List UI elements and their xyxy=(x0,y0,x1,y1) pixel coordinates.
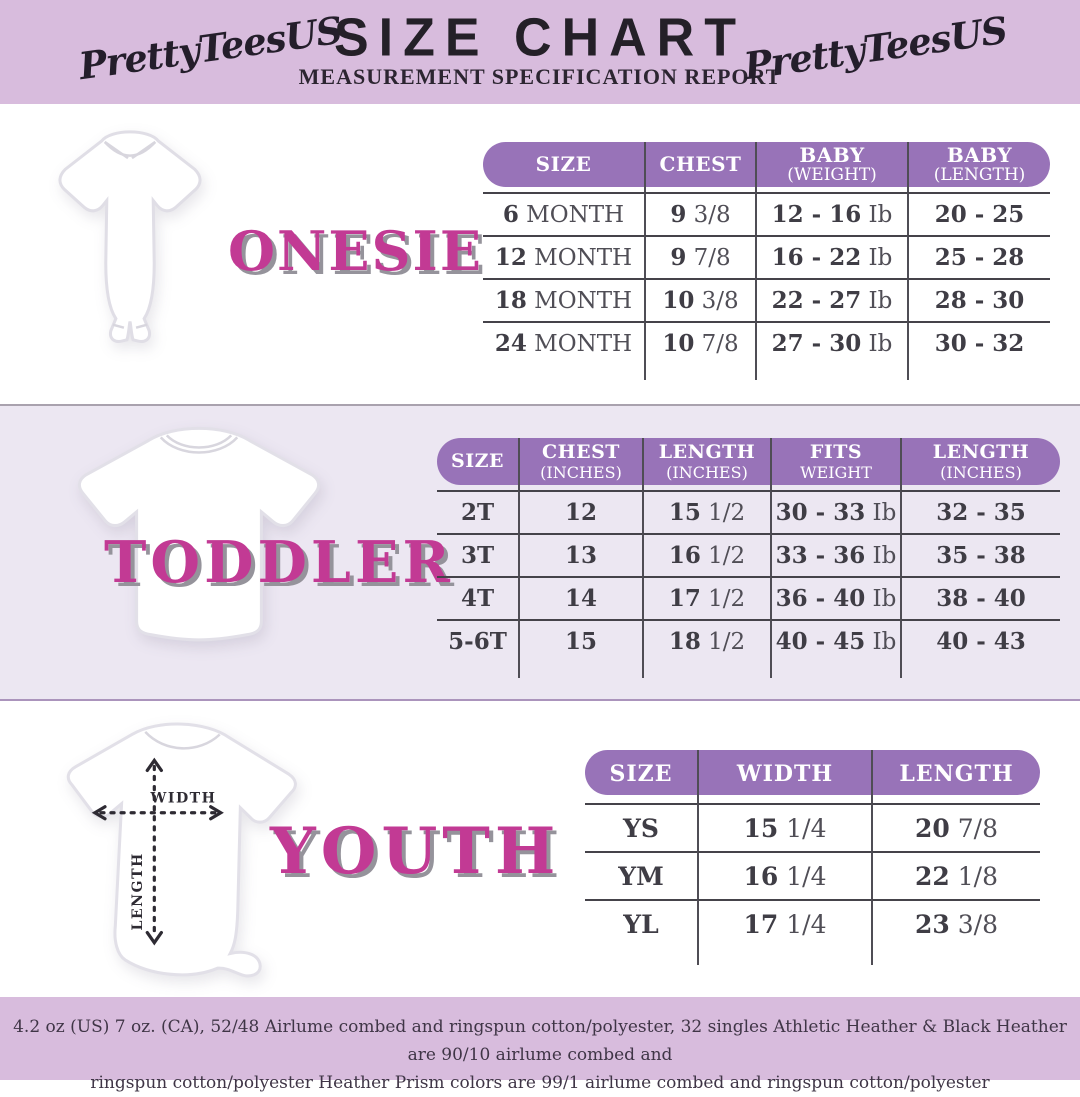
table-cell: 3T xyxy=(437,533,518,576)
table-cell: 35 - 38 xyxy=(900,533,1060,576)
baby-onesie-image xyxy=(24,116,236,388)
table-cell: 16 - 22 Ib xyxy=(755,235,907,278)
table-cell: 20 - 25 xyxy=(907,192,1050,235)
column-header: BABY (LENGTH) xyxy=(907,142,1050,192)
table-column-line xyxy=(437,662,518,678)
toddler-section-title: TODDLER xyxy=(104,529,454,596)
table-cell: 18 MONTH xyxy=(483,278,644,321)
table-cell: 30 - 33 Ib xyxy=(770,490,900,533)
width-measure-label: WIDTH xyxy=(150,790,217,807)
length-measure-label: LENGTH xyxy=(130,852,147,931)
column-header: LENGTH xyxy=(871,750,1040,803)
table-cell: 10 7/8 xyxy=(644,321,755,364)
table-column-line xyxy=(907,364,1050,380)
table-column-line xyxy=(871,947,1040,965)
column-header: BABY (WEIGHT) xyxy=(755,142,907,192)
table-cell: 12 xyxy=(518,490,642,533)
toddler-size-table xyxy=(437,438,1060,678)
table-cell: 15 xyxy=(518,619,642,662)
table-column-line xyxy=(900,662,1060,678)
table-cell: 16 1/4 xyxy=(697,851,871,899)
table-cell: 33 - 36 Ib xyxy=(770,533,900,576)
table-cell: 15 1/2 xyxy=(642,490,770,533)
onesie-section-title: ONESIE xyxy=(228,219,483,283)
table-cell: 17 1/4 xyxy=(697,899,871,947)
table-cell: 12 MONTH xyxy=(483,235,644,278)
table-cell: 38 - 40 xyxy=(900,576,1060,619)
column-header: LENGTH (INCHES) xyxy=(642,438,770,490)
table-cell: 22 1/8 xyxy=(871,851,1040,899)
fabric-info-line-2: ringspun cotton/polyester Heather Prism colors are 99/1 airlume combed and ringspun cotton/polyester xyxy=(90,1073,990,1093)
table-cell: 32 - 35 xyxy=(900,490,1060,533)
table-cell: 18 1/2 xyxy=(642,619,770,662)
table-cell: 5-6T xyxy=(437,619,518,662)
table-cell: YM xyxy=(585,851,697,899)
table-cell: 14 xyxy=(518,576,642,619)
table-cell: 22 - 27 Ib xyxy=(755,278,907,321)
page-title: SIZE CHART xyxy=(334,7,746,69)
table-cell: 9 3/8 xyxy=(644,192,755,235)
table-cell: 30 - 32 xyxy=(907,321,1050,364)
table-cell: 12 - 16 Ib xyxy=(755,192,907,235)
table-cell: 36 - 40 Ib xyxy=(770,576,900,619)
table-cell: 16 1/2 xyxy=(642,533,770,576)
column-header: FITS WEIGHT xyxy=(770,438,900,490)
table-column-line xyxy=(518,662,642,678)
table-cell: 27 - 30 Ib xyxy=(755,321,907,364)
youth-section-title: YOUTH xyxy=(270,814,561,889)
column-header: LENGTH (INCHES) xyxy=(900,438,1060,490)
column-header: WIDTH xyxy=(697,750,871,803)
table-cell: YL xyxy=(585,899,697,947)
column-header: CHEST xyxy=(644,142,755,192)
table-cell: 28 - 30 xyxy=(907,278,1050,321)
table-cell: 6 MONTH xyxy=(483,192,644,235)
fabric-info-text xyxy=(0,1013,1080,1097)
table-cell: 24 MONTH xyxy=(483,321,644,364)
column-header: SIZE xyxy=(535,152,592,176)
table-cell: 17 1/2 xyxy=(642,576,770,619)
brand-logo-right: PrettyTeesUS xyxy=(741,7,1010,89)
brand-logo-left: PrettyTeesUS xyxy=(76,7,345,89)
table-cell: YS xyxy=(585,803,697,851)
page-subtitle: MEASUREMENT SPECIFICATION REPORT xyxy=(298,64,782,89)
table-cell: 20 7/8 xyxy=(871,803,1040,851)
table-cell: 9 7/8 xyxy=(644,235,755,278)
column-header: SIZE xyxy=(609,760,673,787)
table-cell: 23 3/8 xyxy=(871,899,1040,947)
table-column-line xyxy=(755,364,907,380)
table-cell: 10 3/8 xyxy=(644,278,755,321)
table-column-line xyxy=(585,947,697,965)
column-header: CHEST (INCHES) xyxy=(518,438,642,490)
table-column-line xyxy=(697,947,871,965)
table-cell: 40 - 45 Ib xyxy=(770,619,900,662)
table-cell: 13 xyxy=(518,533,642,576)
table-cell: 15 1/4 xyxy=(697,803,871,851)
table-cell: 2T xyxy=(437,490,518,533)
youth-size-table xyxy=(585,750,1040,965)
column-header: SIZE xyxy=(451,450,504,472)
table-cell: 40 - 43 xyxy=(900,619,1060,662)
fabric-info-line-1: 4.2 oz (US) 7 oz. (CA), 52/48 Airlume combed and ringspun cotton/polyester, 32 singles Athletic Heather & Black Heather are 90/10 airlume combed and xyxy=(13,1017,1067,1065)
table-column-line xyxy=(642,662,770,678)
table-column-line xyxy=(644,364,755,380)
table-cell: 25 - 28 xyxy=(907,235,1050,278)
table-cell: 4T xyxy=(437,576,518,619)
onesie-size-table xyxy=(483,142,1050,380)
table-column-line xyxy=(483,364,644,380)
table-column-line xyxy=(770,662,900,678)
